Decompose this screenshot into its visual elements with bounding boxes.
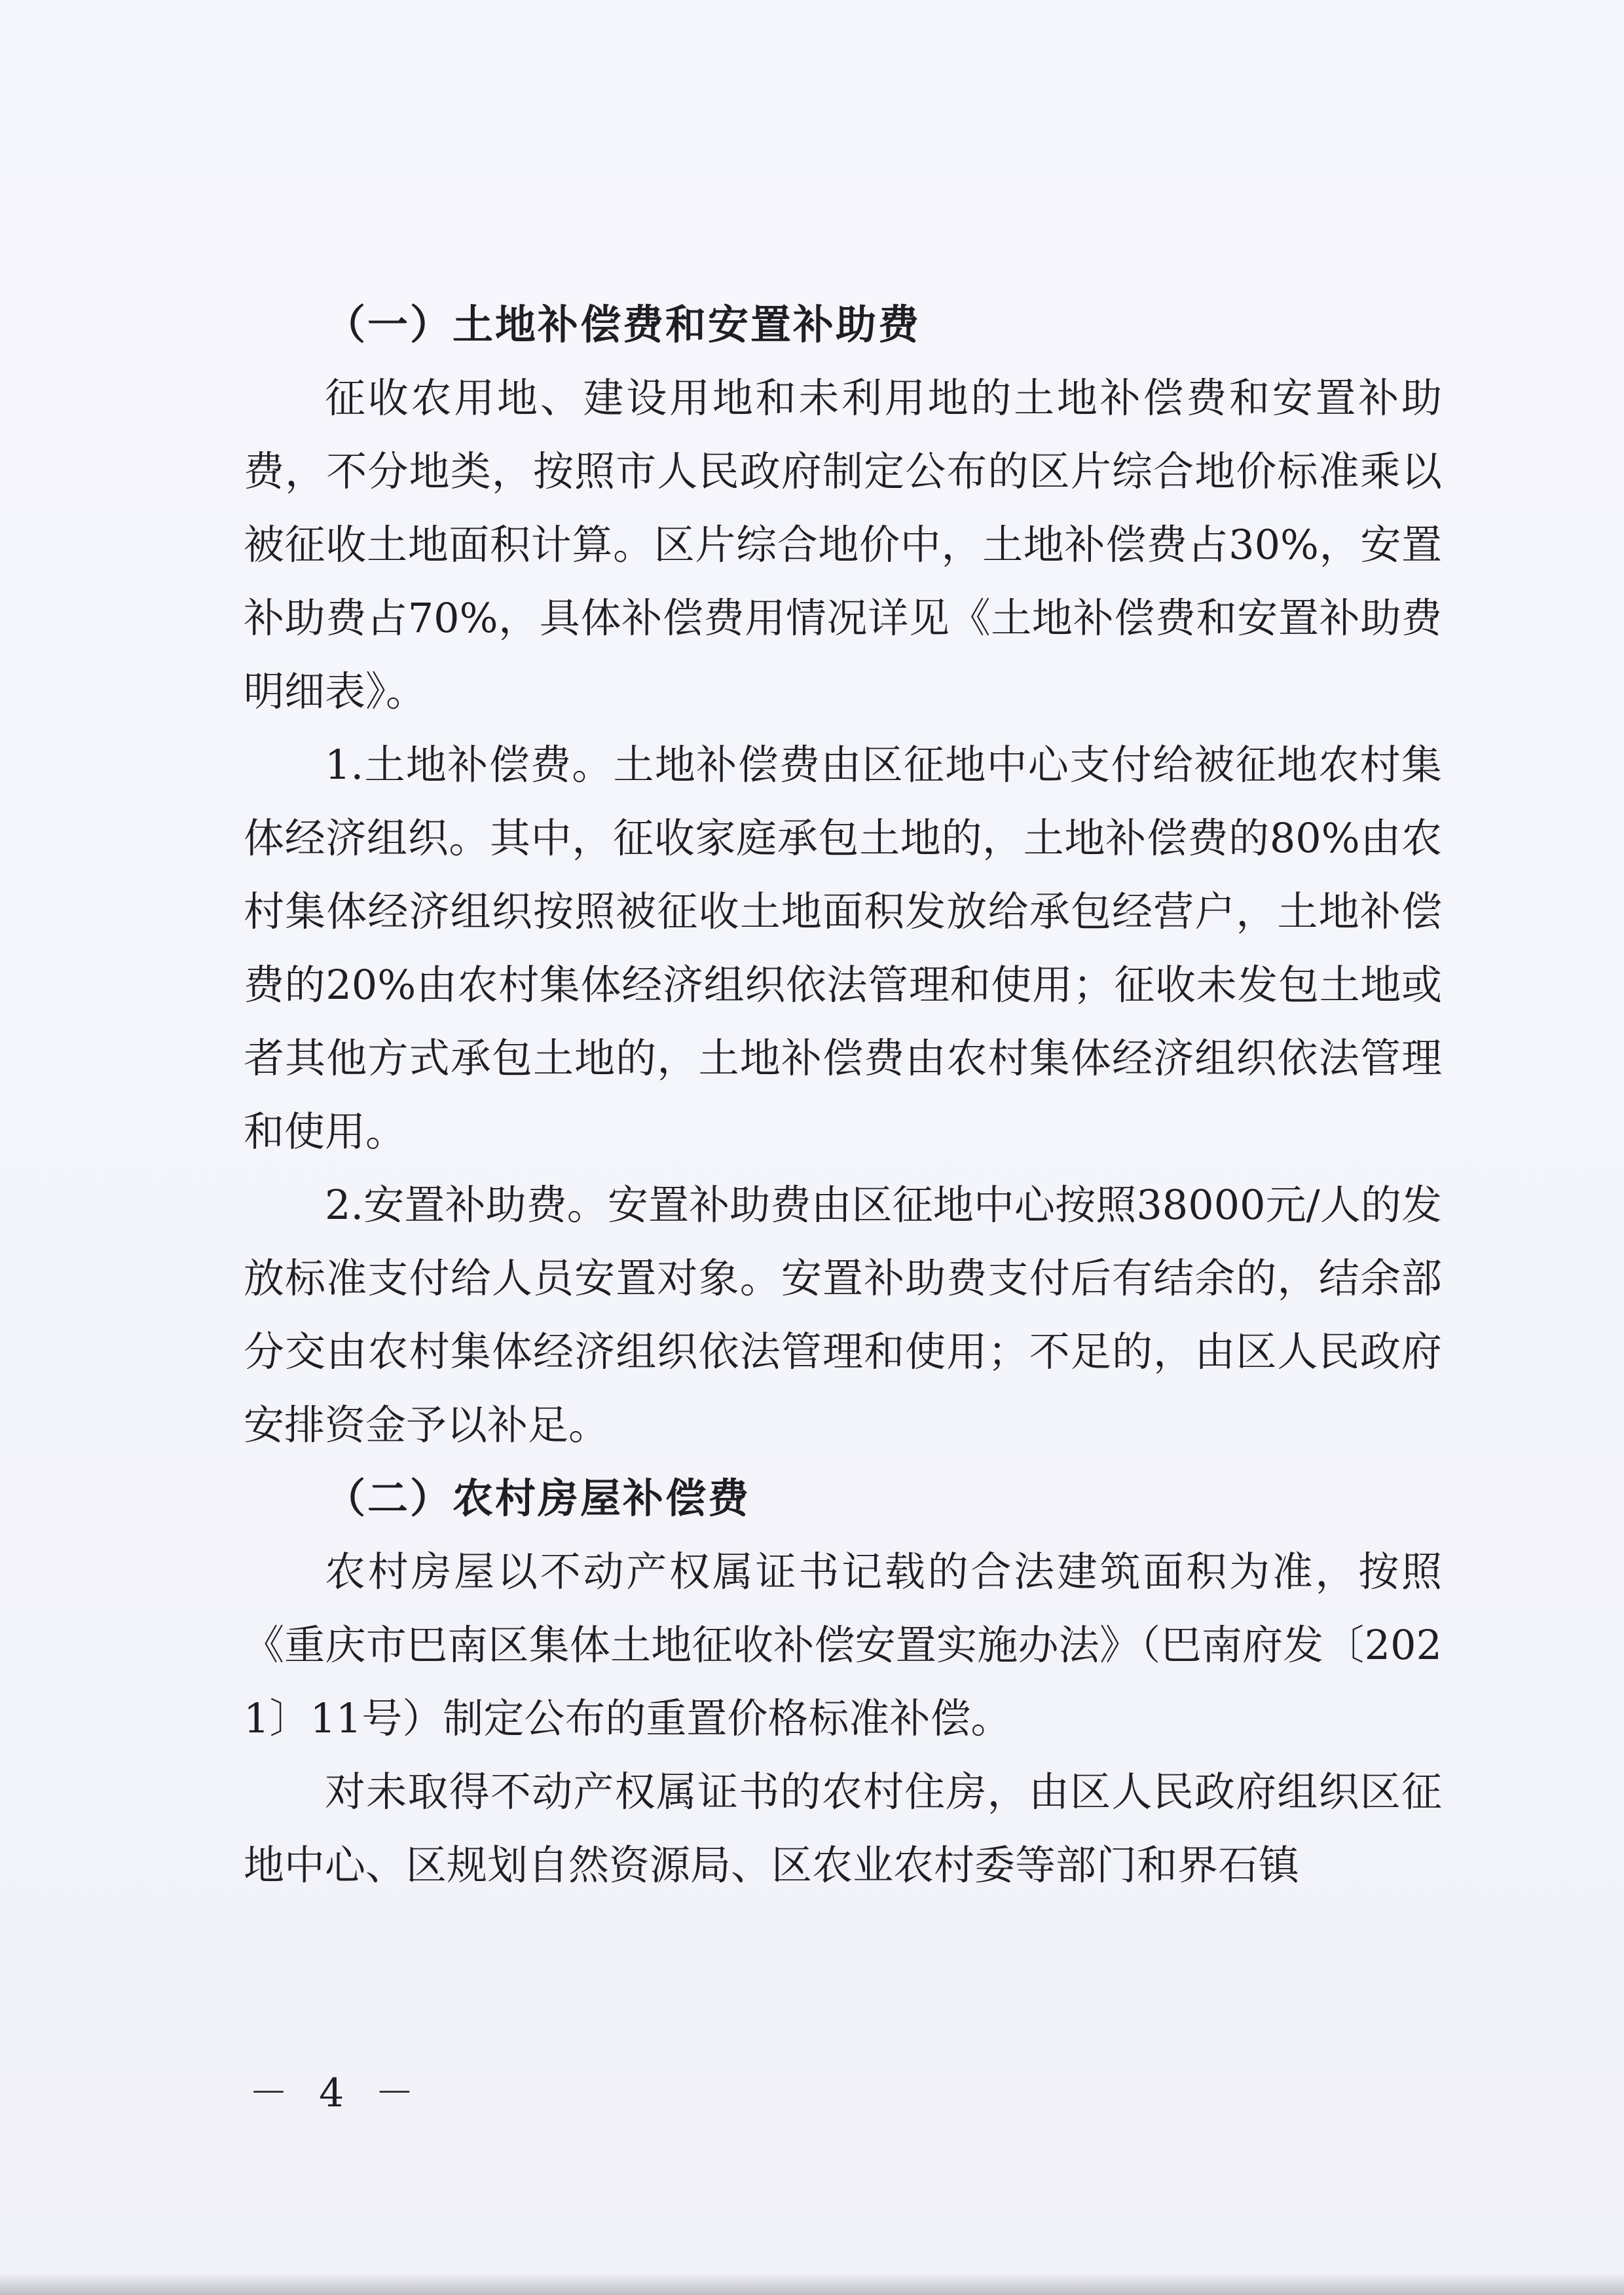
paragraph-unregistered-housing: 对未取得不动产权属证书的农村住房，由区人民政府组织区征地中心、区规划自然资源局、区农业农村委等部门和界石镇 xyxy=(244,1768,1442,1889)
scan-bottom-edge xyxy=(0,2273,1624,2295)
paragraph-land-compensation-fee: 1.土地补偿费。土地补偿费由区征地中心支付给被征地农村集体经济组织。其中，征收家庭承包土地的，土地补偿费的80%由农村集体经济组织按照被征收土地面积发放给承包经营户，土地补偿费的20%由农村集体经济组织依法管理和使用；征收未发包土地或者其他方式承包土地的，土地补偿费由农村集体经济组织依法管理和使用。 xyxy=(244,741,1442,1155)
paragraph-house-compensation-standard: 农村房屋以不动产权属证书记载的合法建筑面积为准，按照《重庆市巴南区集体土地征收补偿安置实施办法》（巴南府发〔2021〕11号）制定公布的重置价格标准补偿。 xyxy=(244,1548,1442,1742)
document-body xyxy=(244,288,1442,1902)
page-number: － 4 － xyxy=(249,2070,424,2116)
section-heading-house-compensation: （二）农村房屋补偿费 xyxy=(325,1474,751,1522)
paragraph-land-compensation-overview: 征收农用地、建设用地和未利用地的土地补偿费和安置补助费，不分地类，按照市人民政府制定公布的区片综合地价标准乘以被征收土地面积计算。区片综合地价中，土地补偿费占30%，安置补助费占70%，具体补偿费用情况详见《土地补偿费和安置补助费明细表》。 xyxy=(244,374,1442,715)
paragraph-resettlement-subsidy: 2.安置补助费。安置补助费由区征地中心按照38000元/人的发放标准支付给人员安置对象。安置补助费支付后有结余的，结余部分交由农村集体经济组织依法管理和使用；不足的，由区人民政府安排资金予以补足。 xyxy=(244,1181,1442,1449)
section-heading-land-compensation: （一）土地补偿费和安置补助费 xyxy=(325,301,921,348)
